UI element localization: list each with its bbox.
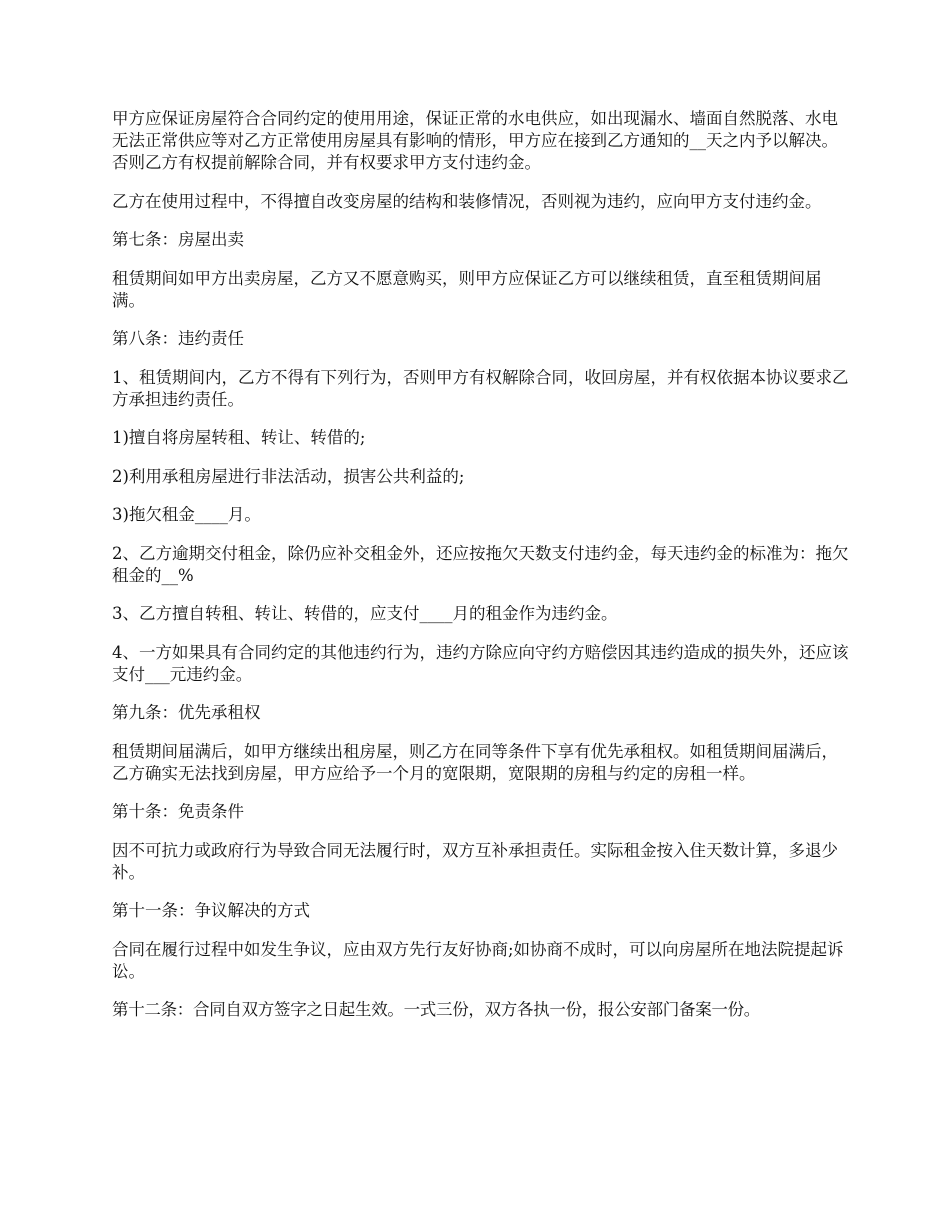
- paragraph-exemption: 因不可抗力或政府行为导致合同无法履行时，双方互补承担责任。实际租金按入住天数计算，多退少补。: [112, 840, 838, 882]
- paragraph-breach-2: 2、乙方逾期交付租金，除仍应补交租金外，还应按拖欠天数支付违约金，每天违约金的标准为：拖欠租金的__%: [112, 543, 849, 585]
- list-item-breach-1: 1)擅自将房屋转租、转让、转借的;: [112, 428, 366, 447]
- section-heading-11: 第十一条：争议解决的方式: [112, 901, 310, 920]
- list-item-breach-2: 2)利用承租房屋进行非法活动，损害公共利益的;: [112, 466, 465, 486]
- paragraph-no-structural-change: 乙方在使用过程中，不得擅自改变房屋的结构和装修情况，否则视为违约，应向甲方支付违约金。: [112, 191, 822, 211]
- section-heading-8: 第八条：违约责任: [112, 329, 244, 348]
- section-heading-10: 第十条：免责条件: [112, 802, 244, 821]
- section-heading-9: 第九条：优先承租权: [112, 703, 261, 722]
- section-heading-12: 第十二条：合同自双方签字之日起生效。一式三份，双方各执一份，报公安部门备案一份。: [112, 1000, 761, 1019]
- section-heading-7: 第七条：房屋出卖: [112, 230, 244, 249]
- list-item-breach-3: 3)拖欠租金____月。: [112, 505, 261, 524]
- paragraph-breach-1: 1、租赁期间内，乙方不得有下列行为，否则甲方有权解除合同，收回房屋，并有权依据本协议要求乙方承担违约责任。: [112, 367, 849, 409]
- document-body: [112, 108, 852, 1038]
- paragraph-priority-lease: 租赁期间届满后，如甲方继续出租房屋，则乙方在同等条件下享有优先承租权。如租赁期间届满后，乙方确实无法找到房屋，甲方应给予一个月的宽限期，宽限期的房租与约定的房租一样。: [112, 741, 838, 783]
- paragraph-breach-3: 3、乙方擅自转租、转让、转借的，应支付____月的租金作为违约金。: [112, 604, 618, 623]
- paragraph-house-sale: 租赁期间如甲方出卖房屋，乙方又不愿意购买，则甲方应保证乙方可以继续租赁，直至租赁期间届满。: [112, 268, 822, 310]
- paragraph-water-electricity: 甲方应保证房屋符合合同约定的使用用途，保证正常的水电供应，如出现漏水、墙面自然脱落、水电无法正常供应等对乙方正常使用房屋具有影响的情形，甲方应在接到乙方通知的__天之内予以解决。否则乙方有权提前解除合同，并有权要求甲方支付违约金。: [112, 109, 838, 172]
- paragraph-breach-4: 4、一方如果具有合同约定的其他违约行为，违约方除应向守约方赔偿因其违约造成的损失外，还应该支付___元违约金。: [112, 642, 849, 684]
- paragraph-dispute-resolution: 合同在履行过程中如发生争议，应由双方先行友好协商;如协商不成时，可以向房屋所在地法院提起诉讼。: [112, 939, 844, 981]
